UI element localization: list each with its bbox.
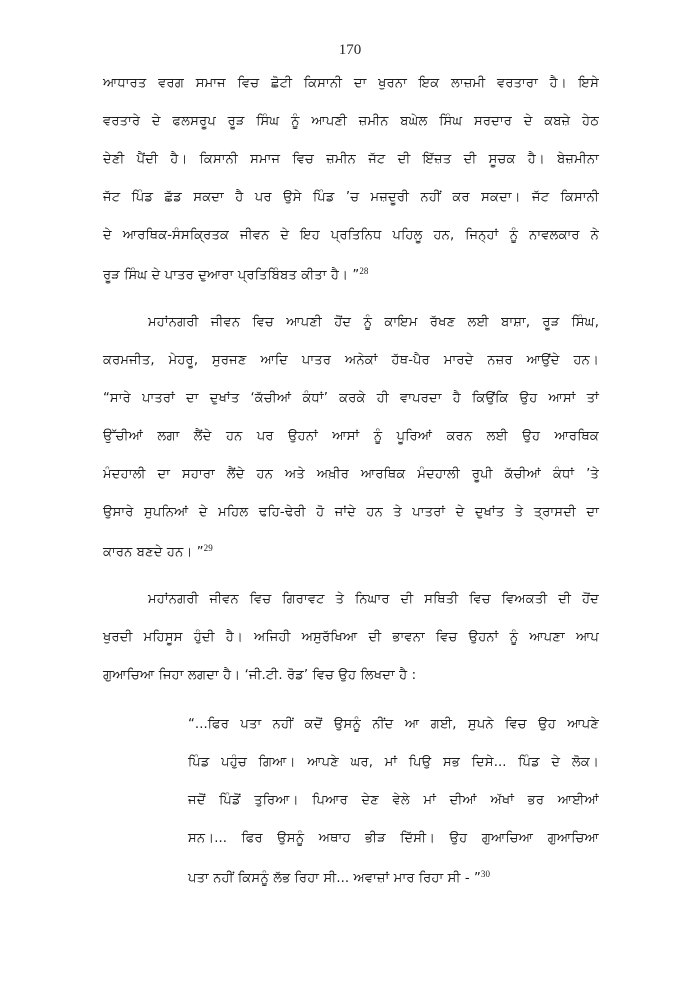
text-line: ਦੇਣੀ ਪੈਂਦੀ ਹੈ। ਕਿਸਾਨੀ ਸਮਾਜ ਵਿਚ ਜ਼ਮੀਨ ਜੱਟ ਦੀ ਇੱਜ਼ਤ ਦੀ ਸੂਚਕ ਹੈ। ਬੇਜ਼ਮੀਨਾ	[103, 152, 599, 167]
page-number: 170	[338, 42, 362, 58]
text-line: ਆਧਾਰਤ ਵਰਗ ਸਮਾਜ ਵਿਚ ਛੋਟੀ ਕਿਸਾਨੀ ਦਾ ਖੁਰਨਾ ਇਕ ਲਾਜ਼ਮੀ ਵਰਤਾਰਾ ਹੈ। ਇਸੇ	[103, 76, 599, 91]
text-line: ਕਰਮਜੀਤ, ਮੇਹਰੂ, ਸੁਰਜਣ ਆਦਿ ਪਾਤਰ ਅਨੇਕਾਂ ਹੱਥ-ਪੈਰ ਮਾਰਦੇ ਨਜ਼ਰ ਆਉਂਦੇ ਹਨ।	[103, 353, 599, 368]
footnote-marker: 30	[480, 869, 491, 879]
quote-line-content: ਪਤਾ ਨਹੀਂ ਕਿਸਨੂੰ ਲੱਭ ਰਿਹਾ ਸੀ... ਅਵਾਜ਼ਾਂ ਮਾਰ ਰਿਹਾ ਸੀ - ”	[188, 871, 481, 886]
quote-line-last	[188, 869, 599, 886]
text-line: ਉਸਾਰੇ ਸੁਪਨਿਆਂ ਦੇ ਮਹਿਲ ਢਹਿ-ਢੇਰੀ ਹੋ ਜਾਂਦੇ ਹਨ ਤੇ ਪਾਤਰਾਂ ਦੇ ਦੁਖਾਂਤ ਤੇ ਤ੍ਰਾਸਦੀ ਦਾ	[103, 505, 599, 520]
text-line: ਉੱਚੀਆਂ ਲਗਾ ਲੈਂਦੇ ਹਨ ਪਰ ਉਹਨਾਂ ਆਸਾਂ ਨੂੰ ਪੂਰਿਆਂ ਕਰਨ ਲਈ ਉਹ ਆਰਥਿਕ	[103, 429, 599, 444]
quote-line: “...ਫਿਰ ਪਤਾ ਨਹੀਂ ਕਦੋਂ ਉਸਨੂੰ ਨੀਂਦ ਆ ਗਈ, ਸੁਪਨੇ ਵਿਚ ਉਹ ਆਪਣੇ	[188, 717, 599, 732]
text-line: ਦੇ ਆਰਥਿਕ-ਸੰਸਕ੍ਰਿਤਕ ਜੀਵਨ ਦੇ ਇਹ ਪ੍ਰਤਿਨਿਧ ਪਹਿਲੂ ਹਨ, ਜਿਨ੍ਹਾਂ ਨੂੰ ਨਾਵਲਕਾਰ ਨੇ	[103, 228, 599, 243]
text-line: ਵਰਤਾਰੇ ਦੇ ਫਲਸਰੂਪ ਰੂੜ ਸਿੰਘ ਨੂੰ ਆਪਣੀ ਜ਼ਮੀਨ ਬਘੇਲ ਸਿੰਘ ਸਰਦਾਰ ਦੇ ਕਬਜ਼ੇ ਹੇਠ	[103, 114, 599, 129]
text-line-last	[103, 266, 599, 283]
text-line: ਖੁਰਦੀ ਮਹਿਸੂਸ ਹੁੰਦੀ ਹੈ। ਅਜਿਹੀ ਅਸੁਰੱਖਿਆ ਦੀ ਭਾਵਨਾ ਵਿਚ ਉਹਨਾਂ ਨੂੰ ਆਪਣਾ ਆਪ	[103, 630, 599, 645]
text-line-last: ਗੁਆਚਿਆ ਜਿਹਾ ਲਗਦਾ ਹੈ। ‘ਜੀ.ਟੀ. ਰੋਡ’ ਵਿਚ ਉਹ ਲਿਖਦਾ ਹੈ :	[103, 668, 417, 683]
text-line-last	[103, 543, 599, 560]
text-line: ਮਹਾਂਨਗਰੀ ਜੀਵਨ ਵਿਚ ਗਿਰਾਵਟ ਤੇ ਨਿਘਾਰ ਦੀ ਸਥਿਤੀ ਵਿਚ ਵਿਅਕਤੀ ਦੀ ਹੋਂਦ	[148, 592, 599, 607]
quote-line: ਸਨ।... ਫਿਰ ਉਸਨੂੰ ਅਥਾਹ ਭੀੜ ਦਿੱਸੀ। ਉਹ ਗੁਆਚਿਆ ਗੁਆਚਿਆ	[188, 831, 599, 846]
text-line: ਜੱਟ ਪਿੰਡ ਛੱਡ ਸਕਦਾ ਹੈ ਪਰ ਉਸੇ ਪਿੰਡ ’ਚ ਮਜ਼ਦੂਰੀ ਨਹੀਂ ਕਰ ਸਕਦਾ। ਜੱਟ ਕਿਸਾਨੀ	[103, 190, 599, 205]
footnote-marker: 28	[359, 266, 369, 276]
text-line: “ਸਾਰੇ ਪਾਤਰਾਂ ਦਾ ਦੁਖਾਂਤ ‘ਕੱਚੀਆਂ ਕੰਧਾਂ’ ਕਰਕੇ ਹੀ ਵਾਪਰਦਾ ਹੈ ਕਿਉਂਕਿ ਉਹ ਆਸਾਂ ਤਾਂ	[103, 391, 599, 406]
text-line: ਮੰਦਹਾਲੀ ਦਾ ਸਹਾਰਾ ਲੈਂਦੇ ਹਨ ਅਤੇ ਅਖ਼ੀਰ ਆਰਥਿਕ ਮੰਦਹਾਲੀ ਰੂਪੀ ਕੱਚੀਆਂ ਕੰਧਾਂ ’ਤੇ	[103, 467, 599, 482]
quote-line: ਪਿੰਡ ਪਹੁੰਚ ਗਿਆ। ਆਪਣੇ ਘਰ, ਮਾਂ ਪਿਉ ਸਭ ਦਿਸੇ... ਪਿੰਡ ਦੇ ਲੋਕ।	[188, 755, 599, 770]
text-line: ਮਹਾਂਨਗਰੀ ਜੀਵਨ ਵਿਚ ਆਪਣੀ ਹੋਂਦ ਨੂੰ ਕਾਇਮ ਰੱਖਣ ਲਈ ਬਾਸ਼ਾ, ਰੂੜ ਸਿੰਘ,	[148, 315, 599, 330]
quote-line: ਜਦੋਂ ਪਿੰਡੋਂ ਤੁਰਿਆ। ਪਿਆਰ ਦੇਣ ਵੇਲੇ ਮਾਂ ਦੀਆਂ ਅੱਖਾਂ ਭਰ ਆਈਆਂ	[188, 793, 599, 808]
footnote-marker: 29	[203, 543, 213, 553]
text-line-content: ਰੂੜ ਸਿੰਘ ਦੇ ਪਾਤਰ ਦੁਆਰਾ ਪ੍ਰਤਿਬਿੰਬਤ ਕੀਤਾ ਹੈ। ”	[103, 268, 360, 283]
text-line-content: ਕਾਰਨ ਬਣਦੇ ਹਨ। ”	[103, 545, 204, 560]
